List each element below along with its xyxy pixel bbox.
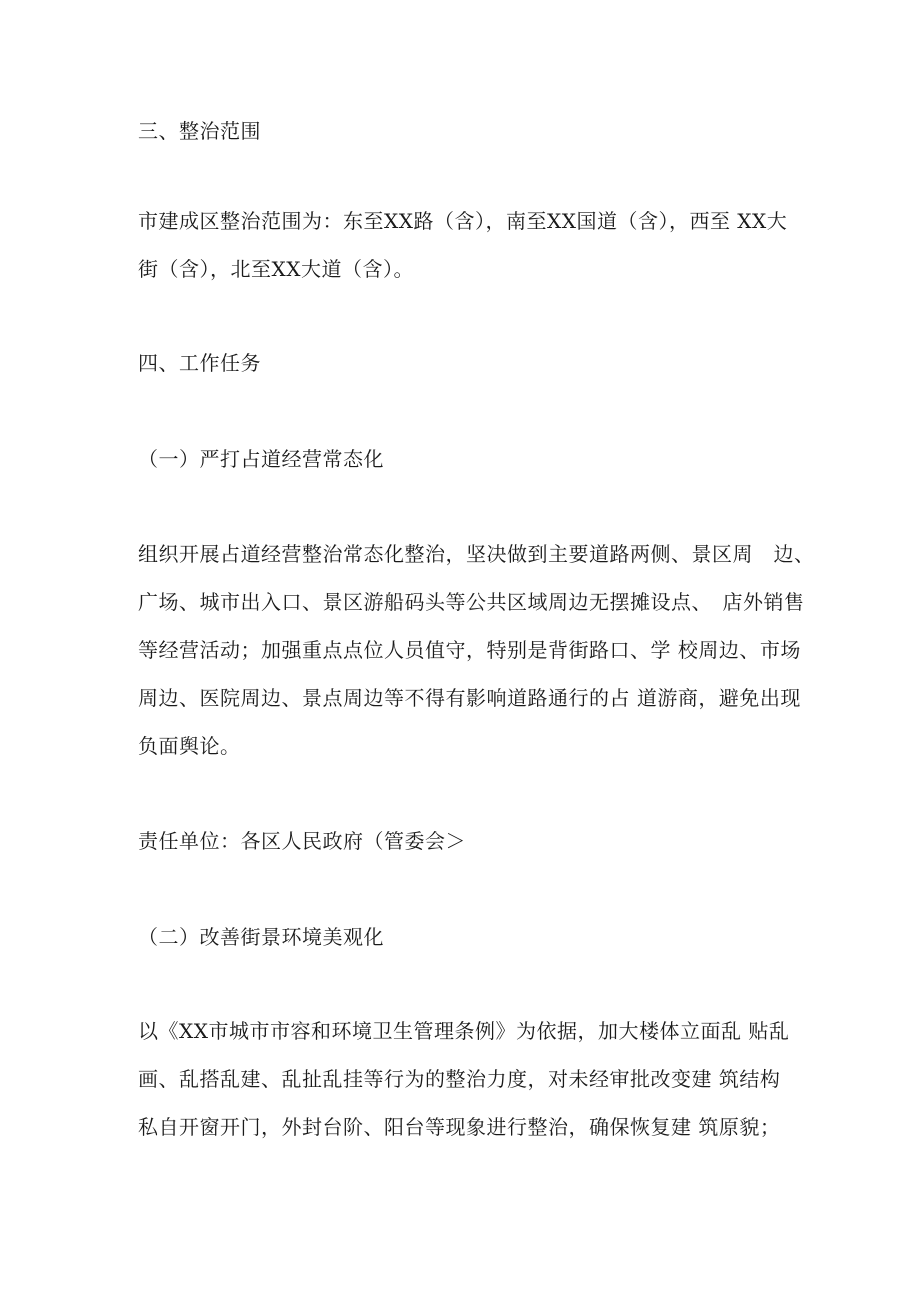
- section-3-body-line: 市建成区整治范围为：东至XX路（含），南至XX国道（含），西至 XX大: [138, 209, 788, 233]
- task-1-heading: （一）严打占道经营常态化: [138, 447, 384, 471]
- section-3-body-line: 街（含），北至XX大道（含）。: [138, 257, 414, 281]
- task-2-body-line: 画、乱搭乱建、乱扯乱挂等行为的整治力度，对未经审批改变建 筑结构: [138, 1067, 781, 1091]
- task-2-heading: （二）改善街景环境美观化: [138, 925, 384, 949]
- task-2-body-line: 私自开窗开门，外封台阶、阳台等现象进行整治，确保恢复建 筑原貌；: [138, 1115, 781, 1139]
- task-1-body-line: 广场、城市出入口、景区游船码头等公共区域周边无摆摊设点、 店外销售: [138, 590, 805, 614]
- task-1-body-line: 等经营活动；加强重点点位人员值守，特别是背街路口、学 校周边、市场: [138, 638, 801, 662]
- section-3-heading: 三、整治范围: [138, 119, 261, 143]
- task-1-responsible: 责任单位：各区人民政府（管委会＞: [138, 829, 466, 853]
- task-1-body-line: 组织开展占道经营整治常态化整治，坚决做到主要道路两侧、景区周 边、: [138, 542, 815, 566]
- task-1-body-line: 负面舆论。: [138, 734, 241, 758]
- task-2-body-line: 以《XX市城市市容和环境卫生管理条例》为依据，加大楼体立面乱 贴乱: [138, 1019, 790, 1043]
- section-4-heading: 四、工作任务: [138, 351, 261, 375]
- task-1-body-line: 周边、医院周边、景点周边等不得有影响道路通行的占 道游商，避免出现: [138, 686, 801, 710]
